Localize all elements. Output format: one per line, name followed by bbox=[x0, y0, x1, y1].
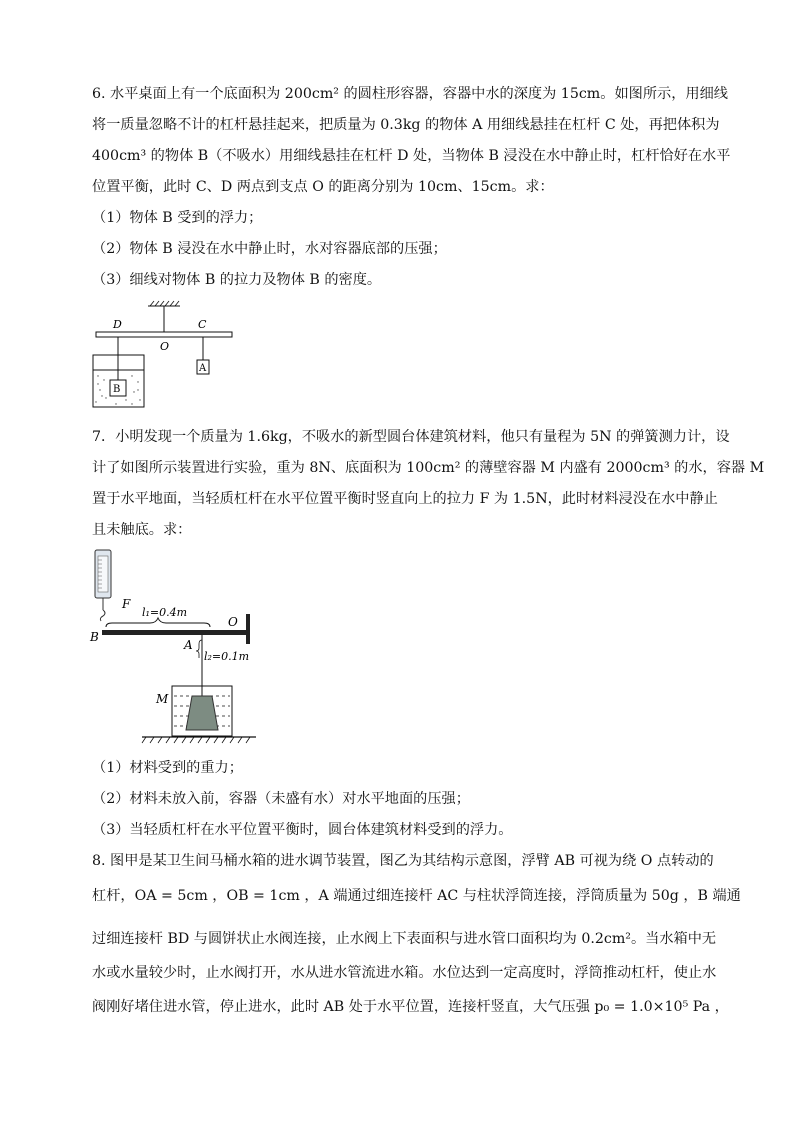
q7-label-f: F bbox=[122, 597, 131, 611]
q8-line-5: 阀刚好堵住进水管，停止进水，此时 AB 处于水平位置，连接杆竖直，大气压强 p₀ = 1.0×10⁵ Pa ， bbox=[92, 999, 729, 1015]
q6-label-b: B bbox=[113, 384, 121, 395]
q6-sub-question-1: （1）物体 B 受到的浮力； bbox=[92, 210, 263, 226]
q8-line-4: 水或水量较少时，止水阀打开，水从进水管流进水箱。水位达到一定高度时，浮筒推动杠杆，使止水 bbox=[92, 965, 717, 981]
q6-label-d: D bbox=[113, 318, 122, 331]
q6-sub-question-3: （3）细线对物体 B 的拉力及物体 B 的密度。 bbox=[92, 272, 382, 288]
q6-lever-diagram bbox=[88, 300, 238, 412]
q7-line-3: 置于水平地面，当轻质杠杆在水平位置平衡时竖直向上的拉力 F 为 1.5N，此时材料浸没在水中静止 bbox=[92, 491, 718, 507]
q7-sub-question-2: （2）材料未放入前，容器（未盛有水）对水平地面的压强； bbox=[92, 791, 470, 807]
q6-line-2: 将一质量忽略不计的杠杆悬挂起来，把质量为 0.3kg 的物体 A 用细线悬挂在杠杆 C 处，再把体积为 bbox=[92, 117, 720, 133]
q8-line-3: 过细连接杆 BD 与圆饼状止水阀连接，止水阀上下表面积与进水管口面积均为 0.2cm²。当水箱中无 bbox=[92, 931, 717, 947]
q7-line-1: 7．小明发现一个质量为 1.6kg，不吸水的新型圆台体建筑材料，他只有量程为 5N 的弹簧测力计，设 bbox=[92, 429, 730, 445]
q7-label-a: A bbox=[184, 638, 193, 652]
q7-line-2: 计了如图所示装置进行实验，重为 8N、底面积为 100cm² 的薄壁容器 M 内盛有 2000cm³ 的水，容器 M bbox=[92, 460, 765, 476]
q7-label-l2: l₂=0.1m bbox=[204, 650, 250, 663]
q6-label-c: C bbox=[198, 318, 207, 331]
q7-lever-diagram bbox=[88, 548, 268, 748]
q7-label-b: B bbox=[90, 630, 99, 644]
q8-line-2: 杠杆，OA = 5cm ，OB = 1cm ，A 端通过细连接杆 AC 与柱状浮筒连接，浮筒质量为 50g ，B 端通 bbox=[92, 888, 741, 904]
q6-label-o: O bbox=[160, 340, 170, 353]
q6-line-1: 6. 水平桌面上有一个底面积为 200cm² 的圆柱形容器，容器中水的深度为 15cm。如图所示，用细线 bbox=[92, 86, 728, 102]
q6-line-3: 400cm³ 的物体 B（不吸水）用细线悬挂在杠杆 D 处，当物体 B 浸没在水中静止时，杠杆恰好在水平 bbox=[92, 148, 731, 164]
q7-sub-question-3: （3）当轻质杠杆在水平位置平衡时，圆台体建筑材料受到的浮力。 bbox=[92, 822, 513, 838]
q6-sub-question-2: （2）物体 B 浸没在水中静止时，水对容器底部的压强； bbox=[92, 241, 447, 257]
q6-label-a: A bbox=[199, 363, 207, 374]
q8-line-1: 8. 图甲是某卫生间马桶水箱的进水调节装置，图乙为其结构示意图，浮臂 AB 可视为绕 O 点转动的 bbox=[92, 853, 714, 869]
q7-label-l1: l₁=0.4m bbox=[142, 606, 188, 619]
q7-label-m: M bbox=[156, 692, 169, 706]
q7-sub-question-1: （1）材料受到的重力； bbox=[92, 760, 243, 776]
q7-line-4: 且未触底。求： bbox=[92, 522, 192, 538]
q6-line-4: 位置平衡，此时 C、D 两点到支点 O 的距离分别为 10cm、15cm。求： bbox=[92, 179, 554, 195]
q7-label-o: O bbox=[228, 615, 238, 629]
